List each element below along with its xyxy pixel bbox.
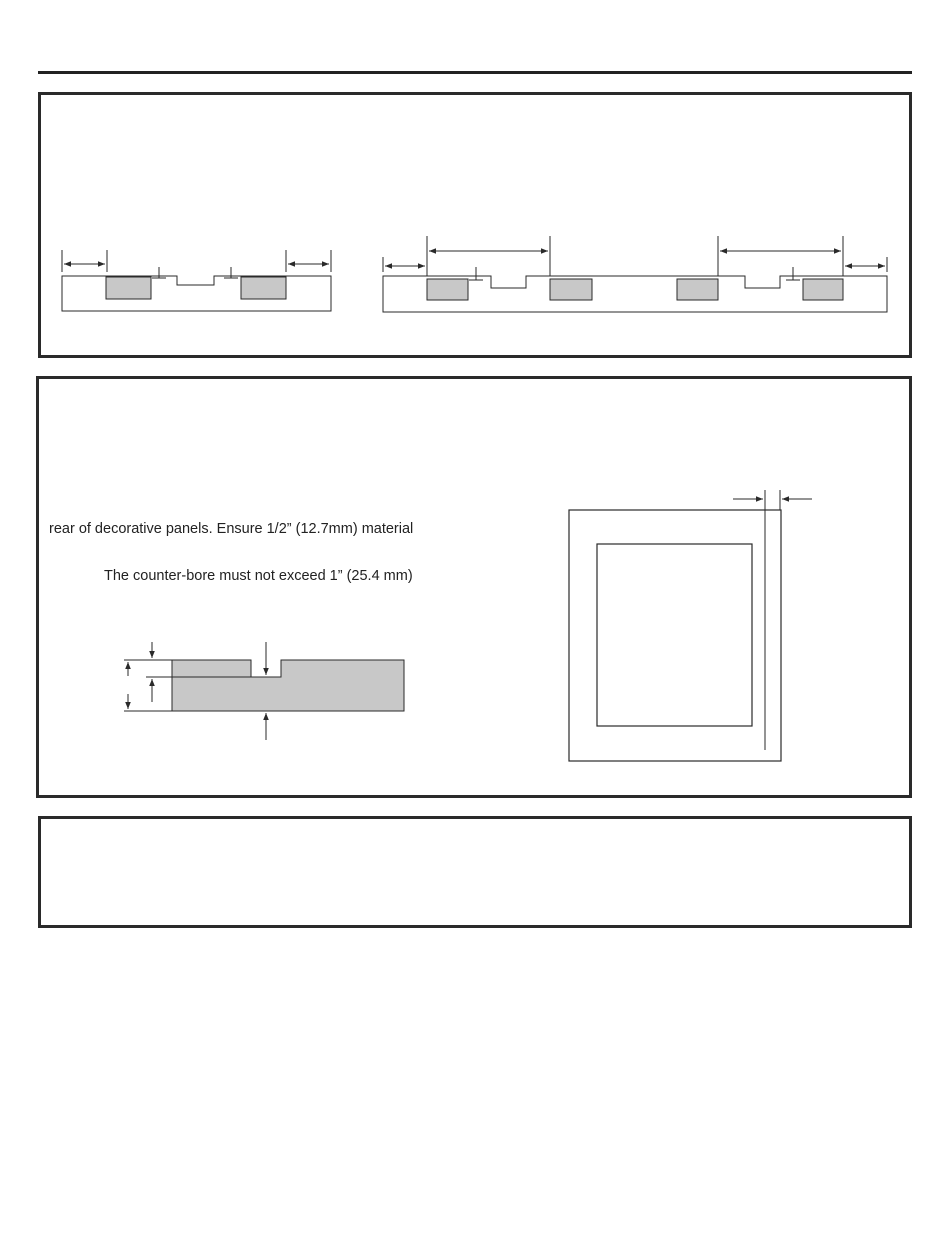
counterbore-section-diagram <box>124 642 404 740</box>
counterbore-text-line1: rear of decorative panels. Ensure 1/2” (12.7mm) material <box>49 521 414 537</box>
counterbore-text-line2: The counter-bore must not exceed 1” (25.4 mm) <box>104 568 413 584</box>
small-panel-diagram <box>62 250 331 311</box>
large-panel-diagram <box>383 236 887 312</box>
door-panel-front-diagram <box>569 490 812 761</box>
